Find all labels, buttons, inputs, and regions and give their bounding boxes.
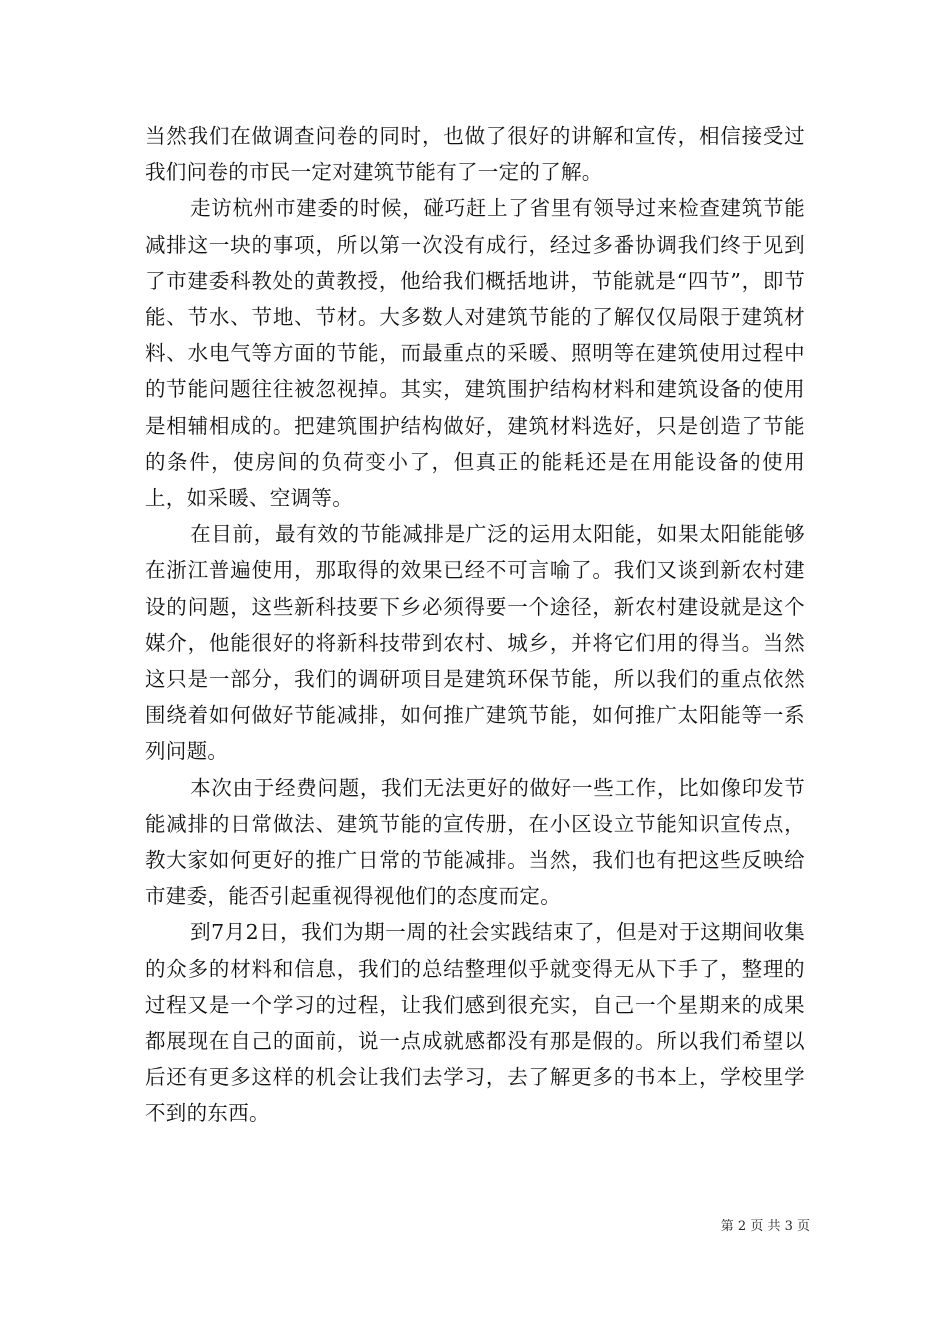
paragraph-funding-issue: 本次由于经费问题，我们无法更好的做好一些工作，比如像印发节能减排的日常做法、建筑节能的宣传册，在小区设立节能知识宣传点，教大家如何更好的推广日常的节能减排。当然，我们也有把这些反映给市建委，能否引起重视得视他们的态度而定。 [145, 775, 805, 909]
paragraph-continued: 当然我们在做调查问卷的同时，也做了很好的讲解和宣传，相信接受过我们问卷的市民一定对建筑节能有了一定的了解。 [145, 124, 805, 185]
paragraph-solar-energy: 在目前，最有效的节能减排是广泛的运用太阳能，如果太阳能能够在浙江普遍使用，那取得的效果已经不可言喻了。我们又谈到新农村建设的问题，这些新科技要下乡必须得要一个途径，新农村建设就是这个媒介，他能很好的将新科技带到农村、城乡，并将它们用的得当。当然这只是一部分，我们的调研项目是建筑环保节能，所以我们的重点依然围绕着如何做好节能减排，如何推广建筑节能，如何推广太阳能等一系列问题。 [145, 522, 805, 764]
paragraph-visit-construction-committee: 走访杭州市建委的时候，碰巧赶上了省里有领导过来检查建筑节能减排这一块的事项，所以第一次没有成行，经过多番协调我们终于见到了市建委科教处的黄教授，他给我们概括地讲，节能就是“四节”，即节能、节水、节地、节材。大多数人对建筑节能的了解仅仅局限于建筑材料、水电气等方面的节能，而最重点的采暖、照明等在建筑使用过程中的节能问题往往被忽视掉。其实，建筑围护结构材料和建筑设备的使用是相辅相成的。把建筑围护结构做好，建筑材料选好，只是创造了节能的条件，使房间的负荷变小了，但真正的能耗还是在用能设备的使用上，如采暖、空调等。 [145, 196, 805, 511]
page-number: 第 2 页 共 3 页 [720, 1219, 810, 1234]
paragraph-conclusion: 到7月2日，我们为期一周的社会实践结束了，但是对于这期间收集的众多的材料和信息，我们的总结整理似乎就变得无从下手了，整理的过程又是一个学习的过程，让我们感到很充实，自己一个星期来的成果都展现在自己的面前，说一点成就感都没有那是假的。所以我们希望以后还有更多这样的机会让我们去学习，去了解更多的书本上，学校里学不到的东西。 [145, 920, 805, 1126]
document-body [145, 118, 805, 1132]
